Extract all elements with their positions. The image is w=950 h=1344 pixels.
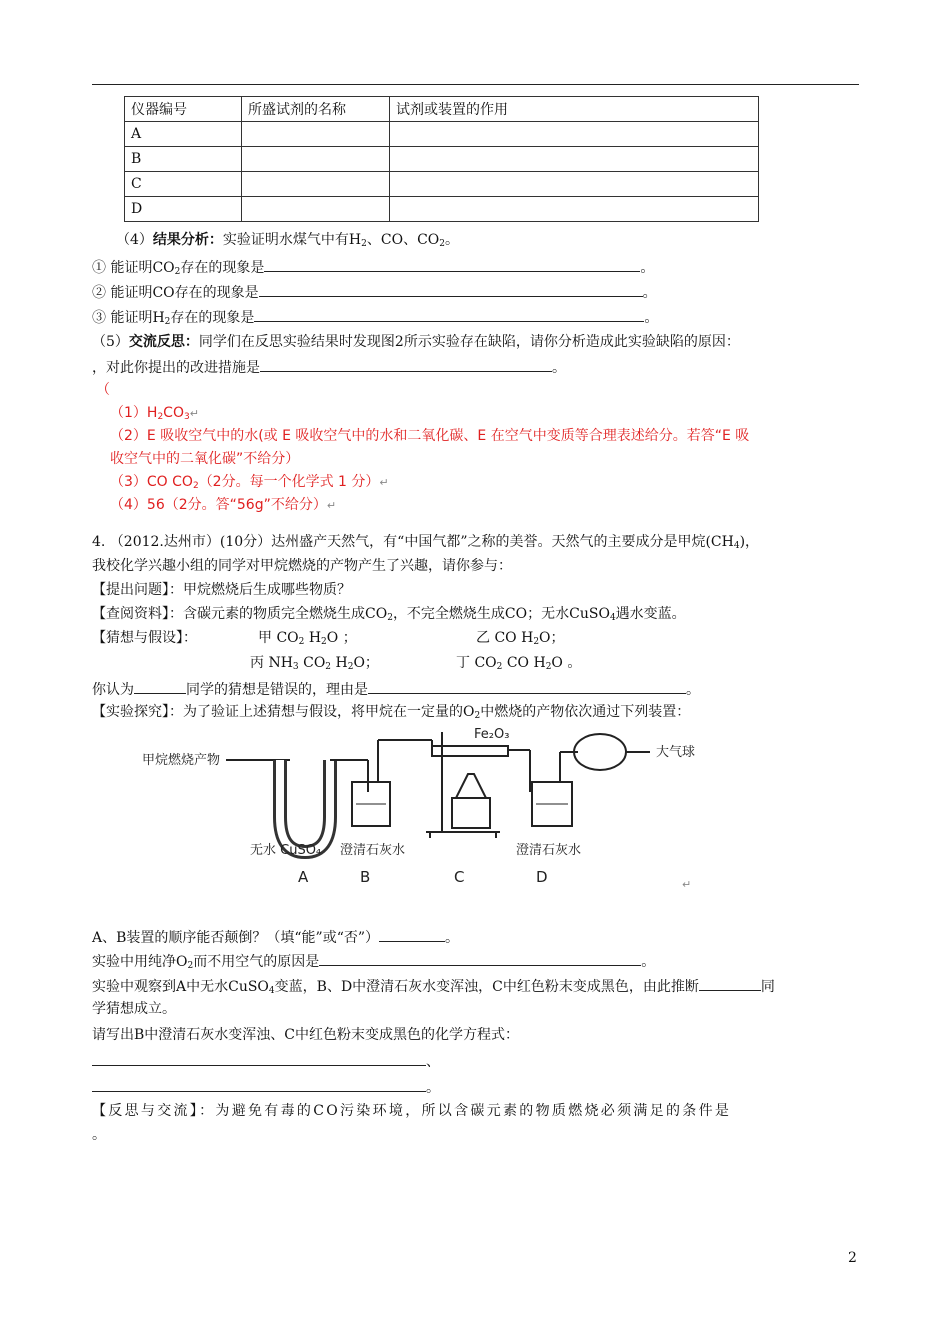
period: 。 (644, 310, 659, 326)
answer-paren: （ (96, 382, 110, 398)
period: 。 (642, 285, 657, 301)
answer-blank[interactable] (379, 926, 445, 942)
answer-blank[interactable] (319, 950, 641, 966)
return-mark: ↵ (326, 499, 337, 512)
p4-label: 【实验探究】： (92, 704, 183, 720)
label-d: D (536, 868, 548, 886)
p4-reference: 【查阅资料】：含碳元素的物质完全燃烧生成$CO_2$，不完全燃烧生成CO；无水CuSO$_4$遇水变蓝。 (92, 606, 686, 623)
period: 。 (445, 930, 460, 946)
period: 。 (426, 1080, 440, 1096)
return-mark: ↵ (379, 476, 389, 489)
period: 。 (552, 360, 566, 376)
table-cell: A (125, 122, 242, 147)
answer-blank[interactable] (264, 256, 640, 272)
p4-text: CO (298, 655, 326, 671)
a-reagent-label: 无水 CuSO₄ (250, 843, 322, 858)
p4-observation: 实验中观察到A中无水CuSO$_4$变蓝，B、D中澄清石灰水变浑浊，C中红色粉末变成黑色，由此推断 同 (92, 975, 775, 997)
table-cell: D (125, 197, 242, 222)
q5-line-2 (92, 356, 566, 378)
table-header-row (125, 97, 759, 122)
answer-2: （2）E 吸收空气中的水(或 E 吸收空气中的水和二氧化碳、E 在空气中变质等合理表述给分。若答“E 吸 (110, 428, 750, 444)
p4-text: 你认为 (92, 682, 134, 698)
table-cell: B (125, 147, 242, 172)
q4-result-line: （4）结果分析：实验证明水煤气中有$H_2$、CO、$CO_2$。 (116, 232, 459, 249)
p4-text: O； (353, 655, 379, 671)
q4-result-text: 实验证明水煤气中有H (222, 232, 362, 248)
p4-q-o2: 实验中用纯净$O_2$而不用空气的原因是 。 (92, 950, 655, 972)
table-header-cell: 所盛试剂的名称 (242, 97, 390, 122)
q4-line-text: ① 能证明CO (92, 260, 175, 276)
answer-blank[interactable] (92, 1050, 426, 1066)
answer-blank[interactable] (259, 281, 643, 297)
p4-reflection-end: 。 (92, 1127, 106, 1143)
table-cell-empty[interactable] (242, 147, 390, 172)
p4-hyp-bing: 丙 $NH_3$ $CO_2$ $H_2O$； (250, 655, 379, 672)
return-mark: ↵ (682, 878, 692, 891)
p4-intro-1: 4. （2012.达州市）(10分）达州盛产天然气，有“中国气都”之称的美誉。天然气的主要成分是甲烷$(CH_4)$， (92, 534, 760, 551)
p4-text: CO H (502, 655, 546, 671)
answer-blank[interactable] (134, 678, 186, 694)
p4-text: 乙 CO H (476, 630, 534, 646)
answer-blank[interactable] (260, 356, 552, 372)
answer-4 (110, 495, 336, 516)
table-header-cell: 仪器编号 (125, 97, 242, 122)
answer-blank[interactable] (368, 678, 686, 694)
p4-label: 【反思与交流】： (92, 1103, 216, 1119)
p4-equation-1 (92, 1050, 440, 1072)
p4-q-ab (92, 926, 459, 948)
p4-text: 实验中观察到A中无水CuSO (92, 979, 269, 995)
answer-blank[interactable] (699, 975, 761, 991)
fe2o3-label: Fe₂O₃ (474, 727, 510, 742)
answer-text: （3）CO CO (110, 474, 193, 490)
p4-text: 丙 NH (250, 655, 293, 671)
reagent-table (124, 96, 759, 222)
p4-hyp-ding: 丁 $CO_2$ CO $H_2O$ 。 (456, 655, 582, 672)
d-reagent-label: 澄清石灰水 (516, 843, 582, 858)
p4-text: 甲烷燃烧后生成哪些物质？ (183, 582, 351, 598)
p4-label: 【查阅资料】： (92, 606, 183, 622)
q4-line-text: 存在的现象是 (170, 310, 255, 326)
p4-text: 含碳元素的物质完全燃烧生成CO (183, 606, 388, 622)
answer-text: （1）H (110, 405, 158, 421)
q5-text: 同学们在反思实验结果时发现图2所示实验存在缺陷，请你分析造成此实验缺陷的原因： (198, 334, 740, 350)
q4-result-text: 、CO、CO (366, 232, 440, 248)
apparatus-figure (130, 722, 720, 894)
q4-line-1: ① 能证明$CO_2$存在的现象是 。 (92, 256, 654, 278)
table-cell: C (125, 172, 242, 197)
q5-text: ，对此你提出的改进措施是 (92, 360, 260, 376)
p4-question (92, 580, 351, 600)
p4-text: 而不用空气的原因是 (193, 954, 320, 970)
period: 。 (640, 260, 655, 276)
p4-observation-cont: 学猜想成立。 (92, 1001, 176, 1017)
q4-result-label: 结果分析： (152, 232, 223, 248)
q4-line-text: ② 能证明CO存在的现象是 (92, 285, 259, 301)
p4-text: 实验中用纯净O (92, 954, 188, 970)
p4-text: 同 (760, 979, 775, 995)
p4-text: 变蓝，B、D中澄清石灰水变浑浊，C中红色粉末变成黑色，由此推断 (274, 979, 699, 995)
table-row (125, 197, 759, 222)
table-cell-empty[interactable] (390, 122, 759, 147)
q5-line-1 (92, 332, 740, 352)
p4-text: 遇水变蓝。 (615, 606, 686, 622)
table-row (125, 122, 759, 147)
p4-text: 为了验证上述猜想与假设，将甲烷在一定量的O (183, 704, 475, 720)
table-cell-empty[interactable] (390, 147, 759, 172)
p4-text: O； (539, 630, 565, 646)
input-label: 甲烷燃烧产物 (142, 753, 221, 768)
answer-3: （3）CO $CO_2(2$分。每一个化学式 1 分）↵ (110, 474, 389, 491)
p4-reflection (92, 1101, 731, 1121)
p4-hypothesis-label: 【猜想与假设】： (92, 630, 197, 646)
balloon-label: 大气球 (656, 745, 696, 760)
q4-result-text: 。 (445, 232, 459, 248)
p4-you-think (92, 678, 700, 700)
table-cell-empty[interactable] (390, 197, 759, 222)
label-b: B (360, 868, 371, 886)
table-row (125, 147, 759, 172)
answer-blank[interactable] (92, 1076, 426, 1092)
answer-text: （2分。每一个化学式 1 分） (198, 474, 380, 490)
p4-write-equations: 请写出B中澄清石灰水变浑浊、C中红色粉末变成黑色的化学方程式： (92, 1027, 519, 1043)
q5-num: （5） (92, 334, 129, 350)
p4-label: 【提出问题】： (92, 582, 183, 598)
q4-line-2 (92, 281, 657, 303)
period: 。 (686, 682, 700, 698)
answer-blank[interactable] (254, 306, 644, 322)
table-row (125, 172, 759, 197)
separator: 、 (426, 1054, 440, 1070)
label-a: A (298, 868, 309, 886)
table-cell-empty[interactable] (242, 122, 390, 147)
p4-text: 同学的猜想是错误的，理由是 (186, 682, 368, 698)
p4-text: H (331, 655, 348, 671)
p4-experiment: 【实验探究】：为了验证上述猜想与假设，将甲烷在一定量的$O_2$中燃烧的产物依次通过下列装置： (92, 704, 691, 721)
period: 。 (641, 954, 656, 970)
return-mark: ↵ (189, 407, 199, 420)
p4-text: H (304, 630, 322, 646)
answer-text: （4）56（2分。答“56g”不给分） (110, 497, 327, 513)
table-cell-empty[interactable] (242, 172, 390, 197)
p4-text: 为避免有毒的CO污染环境，所以含碳元素的物质燃烧必须满足的条件是 (215, 1103, 732, 1119)
p4-intro-2: 我校化学兴趣小组的同学对甲烷燃烧的产物产生了兴趣，请你参与： (92, 558, 512, 574)
table-header-cell: 试剂或装置的作用 (390, 97, 759, 122)
answer-text: CO (163, 405, 184, 421)
table-cell-empty[interactable] (242, 197, 390, 222)
p4-text: 中燃烧的产物依次通过下列装置： (480, 704, 691, 720)
q4-line-text: ③ 能证明H (92, 310, 165, 326)
p4-text: A、B装置的顺序能否颠倒？（填“能”或“否”） (92, 930, 380, 946)
q4-line-3: ③ 能证明$H_2$存在的现象是 。 (92, 306, 658, 328)
p4-text: O ； (326, 630, 357, 646)
table-cell-empty[interactable] (390, 172, 759, 197)
p4-text: 甲 CO (258, 630, 299, 646)
b-reagent-label: 澄清石灰水 (340, 843, 406, 858)
answer-2-cont: 收空气中的二氧化碳”不给分） (110, 451, 300, 467)
p4-text: )， (739, 534, 760, 550)
label-c: C (454, 868, 465, 886)
p4-text: 4. （2012.达州市）(10分）达州盛产天然气，有“中国气都”之称的美誉。天然气的主要成分是甲烷(CH (92, 534, 734, 550)
q4-line-text: 存在的现象是 (180, 260, 265, 276)
answer-1: $(1)H_2CO_3↵$ (110, 405, 199, 422)
p4-equation-2 (92, 1076, 440, 1098)
p4-text: ，不完全燃烧生成CO；无水CuSO (392, 606, 610, 622)
p4-hyp-yi: 乙 CO $H_2O$； (476, 630, 565, 647)
page-number: 2 (848, 1250, 857, 1266)
p4-text: 丁 CO (456, 655, 497, 671)
p4-text: O 。 (551, 655, 582, 671)
header-rule (92, 84, 859, 85)
p4-hyp-jia: 甲 $CO_2$ $H_2O$ ； (258, 630, 357, 647)
q5-label: 交流反思： (128, 334, 199, 350)
